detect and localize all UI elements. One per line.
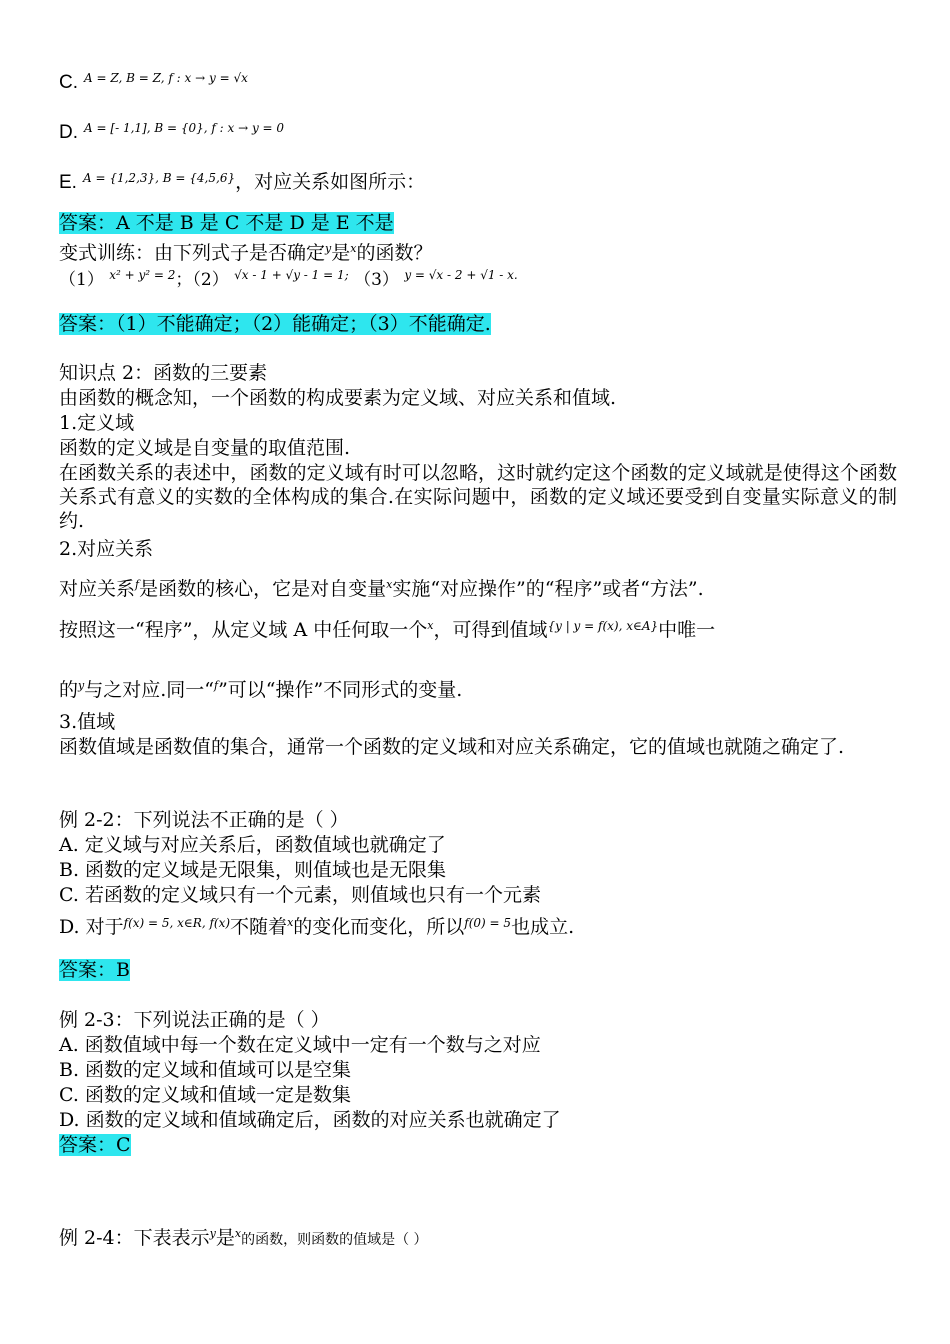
math-var: y	[325, 242, 332, 255]
math-var: y	[209, 1227, 216, 1240]
text: 例 2-4：下表表示	[59, 1227, 210, 1249]
text: D. 对于	[59, 916, 124, 938]
text: 对应关系	[59, 578, 136, 600]
text: ，可得到值域	[433, 619, 548, 641]
text: 变式训练：由下列式子是否确定	[59, 242, 326, 264]
option-label: D.	[59, 122, 78, 143]
subheading: 1.定义域	[59, 412, 135, 434]
text: 实施“对应操作”的“程序”或者“方法”.	[392, 578, 704, 600]
answer-highlight: 答案：A 不是 B 是 C 不是 D 是 E 不是	[59, 212, 394, 234]
paragraph: 函数值域是函数值的集合，通常一个函数的定义域和对应关系确定，它的值域也就随之确定了.	[59, 736, 845, 758]
map-line-3	[59, 674, 462, 702]
subheading: 2.对应关系	[59, 538, 154, 560]
math-expression: A = {1,2,3}, B = {4,5,6}	[83, 171, 236, 185]
choice-b: B. 函数的定义域是无限集，则值域也是无限集	[59, 859, 447, 881]
math-var: f	[214, 679, 219, 692]
math-expression: f(x) = 5, x∈R, f(x)	[123, 916, 231, 930]
example-title: 例 2-3：下列说法正确的是（ ）	[59, 1009, 330, 1031]
math-var: x	[287, 916, 294, 929]
paragraph: 由函数的概念知，一个函数的构成要素为定义域、对应关系和值域.	[59, 387, 617, 409]
subheading: 3.值域	[59, 711, 116, 733]
answer-2	[59, 312, 491, 336]
map-line-2	[59, 614, 715, 642]
choice-d: D. 函数的定义域和值域确定后，函数的对应关系也就确定了	[59, 1109, 561, 1131]
math-var: x	[234, 1227, 242, 1240]
section-title: 知识点 2：函数的三要素	[59, 362, 268, 384]
text: 的变化而变化，所以	[293, 916, 465, 938]
text: 按照这一“程序”，从定义域 A 中任何取一个	[59, 619, 428, 641]
math-expression: x² + y² = 2	[109, 268, 176, 282]
item-label: ；（2）	[175, 270, 229, 290]
math-var: x	[386, 578, 393, 591]
text: 也成立.	[511, 916, 575, 938]
math-var: f	[135, 578, 140, 591]
choice-b: B. 函数的定义域和值域可以是空集	[59, 1059, 352, 1081]
option-c-line	[59, 66, 248, 95]
answer-1	[59, 211, 394, 235]
text: 是	[215, 1227, 235, 1249]
choice-a: A. 函数值域中每一个数在定义域中一定有一个数与之对应	[59, 1034, 541, 1056]
option-d-line	[59, 116, 284, 145]
text: ，对应关系如图所示：	[235, 171, 426, 193]
option-label: E.	[59, 172, 77, 193]
option-e-line	[59, 166, 425, 195]
answer-3	[59, 958, 130, 982]
variant-intro	[59, 237, 432, 265]
text: 与之对应.同一“	[84, 679, 214, 701]
math-var: y	[78, 679, 85, 692]
math-expression: f(0) = 5	[464, 916, 512, 930]
text: 不随着	[230, 916, 288, 938]
paragraph: 函数的定义域是自变量的取值范围.	[59, 437, 351, 459]
option-label: C.	[59, 72, 78, 93]
text: 是函数的核心，它是对自变量	[139, 578, 387, 600]
math-expression: {y | y = f(x), x∈A}	[547, 619, 659, 633]
math-expression: y = √x - 2 + √1 - x.	[404, 268, 518, 282]
choice-d	[59, 911, 574, 939]
math-var: x	[350, 242, 357, 255]
example-title: 例 2-2：下列说法不正确的是（ ）	[59, 809, 349, 831]
text: 的	[59, 679, 79, 701]
text: 是	[331, 242, 351, 264]
answer-4	[59, 1133, 131, 1157]
math-expression: √x - 1 + √y - 1 = 1;	[234, 268, 349, 282]
choice-a: A. 定义域与对应关系后，函数值域也就确定了	[59, 834, 446, 856]
math-expression: A = [- 1,1], B = {0}, f : x → y = 0	[84, 121, 285, 135]
map-line-1	[59, 573, 704, 601]
choice-c: C. 函数的定义域和值域一定是数集	[59, 1084, 351, 1106]
answer-highlight: 答案：C	[59, 1134, 131, 1156]
text: 的函数？	[356, 242, 433, 264]
answer-highlight: 答案：B	[59, 959, 130, 981]
answer-highlight: 答案：（1）不能确定；（2）能确定；（3）不能确定.	[59, 313, 491, 335]
math-expression: A = Z, B = Z, f : x → y = √x	[84, 71, 248, 85]
text: 中唯一	[658, 619, 716, 641]
text: ”可以“操作”不同形式的变量.	[218, 679, 463, 701]
example-2-4	[59, 1222, 428, 1252]
paragraph: 在函数关系的表述中，函数的定义域有时可以忽略，这时就约定这个函数的定义域就是使得这个函数关系式有意义的实数的全体构成的集合.在实际问题中，函数的定义域还要受到自变量实际意义的制约.	[59, 462, 897, 532]
item-label: （3）	[354, 270, 399, 290]
variant-items	[59, 263, 518, 292]
choice-c: C. 若函数的定义域只有一个元素，则值域也只有一个元素	[59, 884, 541, 906]
text: 的函数，则函数的值域是（ ）	[241, 1232, 428, 1248]
math-var: x	[427, 619, 434, 632]
item-label: （1）	[59, 270, 104, 290]
